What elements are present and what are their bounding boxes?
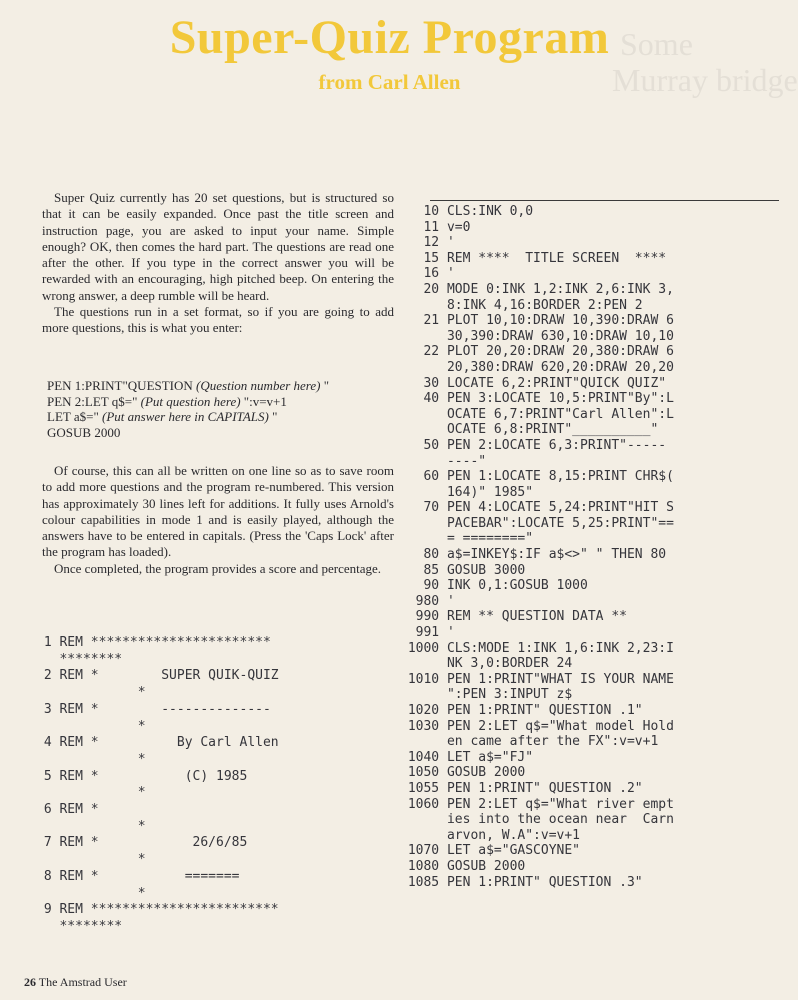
program-listing-left: [36, 635, 376, 936]
code-line: 80 a$=INKEY$:IF a$<>" " THEN 80: [400, 547, 667, 563]
code-line: PACEBAR":LOCATE 5,25:PRINT"==: [400, 515, 674, 531]
code-line: 5 REM * (C) 1985: [36, 768, 248, 784]
code-line: NK 3,0:BORDER 24: [400, 656, 573, 672]
code-line: 1000 CLS:MODE 1:INK 1,6:INK 2,23:I: [400, 640, 674, 656]
code-line: 20 MODE 0:INK 1,2:INK 2,6:INK 3,: [400, 281, 674, 297]
code-line: OCATE 6,7:PRINT"Carl Allen":L: [400, 406, 674, 422]
code-line: 1020 PEN 1:PRINT" QUESTION .1": [400, 703, 643, 718]
code-line: 164)" 1985": [400, 484, 534, 500]
page-number: 26: [24, 975, 36, 989]
code-line: 8:INK 4,16:BORDER 2:PEN 2: [400, 297, 643, 313]
intro-text: [42, 190, 394, 337]
publication-name: The Amstrad User: [38, 975, 127, 989]
code-line: 85 GOSUB 3000: [400, 562, 526, 578]
code-line: ----": [400, 453, 487, 469]
code-line: 70 PEN 4:LOCATE 5,24:PRINT"HIT S: [400, 500, 674, 516]
code-line: 1085 PEN 1:PRINT" QUESTION .3": [400, 874, 643, 890]
page-title: Super-Quiz Program: [169, 11, 610, 64]
code-line: 3 REM * --------------: [36, 701, 271, 717]
code-line: 4 REM * By Carl Allen: [36, 735, 279, 751]
code-line: 16 ': [400, 266, 455, 282]
entry-format-line: PEN 2:LET q$=" (Put question here) ":v=v+1: [47, 393, 287, 409]
page-footer: [24, 975, 127, 990]
code-line: 7 REM * 26/6/85: [36, 835, 248, 851]
code-line: OCATE 6,8:PRINT"__________": [400, 422, 659, 438]
code-line: 10 CLS:INK 0,0: [400, 204, 534, 219]
code-line: ies into the ocean near Carn: [400, 812, 674, 828]
code-line: 980 ': [400, 593, 455, 609]
entry-format-line: GOSUB 2000: [47, 424, 121, 440]
code-line: *: [36, 785, 146, 801]
outro-paragraph: Of course, this can all be written on one line so as to save room to add more questions and the program re-numbered. This version has approximately 30 lines left for additions. It fully uses Arnold's colour capabilities in mode 1 and is easily played, although the answers have to be entered in capitals. (Press the 'Caps Lock' after the program has loaded).: [42, 463, 394, 560]
code-line: en came after the FX":v=v+1: [400, 734, 659, 750]
code-line: 11 v=0: [400, 219, 471, 235]
code-line: 1050 GOSUB 2000: [400, 765, 526, 781]
code-line: 40 PEN 3:LOCATE 10,5:PRINT"By":L: [400, 391, 674, 407]
code-line: 30,390:DRAW 630,10:DRAW 10,10: [400, 328, 674, 344]
code-line: 6 REM *: [36, 802, 99, 818]
code-line: 50 PEN 2:LOCATE 6,3:PRINT"-----: [400, 437, 667, 453]
code-line: ********: [36, 918, 123, 934]
code-line: 9 REM ************************: [36, 902, 279, 918]
byline: from Carl Allen: [318, 70, 461, 94]
code-line: 1040 LET a$="FJ": [400, 749, 534, 765]
entry-format-line: LET a$=" (Put answer here in CAPITALS) ": [47, 409, 278, 425]
column-rule: [430, 200, 779, 201]
code-line: 15 REM **** TITLE SCREEN ****: [400, 250, 667, 266]
code-line: 90 INK 0,1:GOSUB 1000: [400, 578, 588, 594]
outro-text: [42, 463, 394, 577]
code-line: 1055 PEN 1:PRINT" QUESTION .2": [400, 780, 643, 796]
code-line: *: [36, 852, 146, 868]
code-line: 1 REM ***********************: [36, 635, 271, 650]
code-line: 1010 PEN 1:PRINT"WHAT IS YOUR NAME: [400, 671, 674, 687]
code-line: 8 REM * =======: [36, 868, 240, 884]
code-line: 20,380:DRAW 620,20:DRAW 20,20: [400, 359, 674, 375]
code-line: 22 PLOT 20,20:DRAW 20,380:DRAW 6: [400, 344, 674, 360]
code-line: 1080 GOSUB 2000: [400, 858, 526, 874]
code-line: *: [36, 685, 146, 701]
code-line: 991 ': [400, 625, 455, 641]
code-line: *: [36, 885, 146, 901]
code-line: 60 PEN 1:LOCATE 8,15:PRINT CHR$(: [400, 469, 674, 485]
show-through-heading: Some Murray bridge: [612, 26, 798, 98]
code-line: *: [36, 818, 146, 834]
code-line: 21 PLOT 10,10:DRAW 10,390:DRAW 6: [400, 313, 674, 329]
code-line: 30 LOCATE 6,2:PRINT"QUICK QUIZ": [400, 375, 667, 391]
entry-format-block: [47, 378, 392, 440]
code-line: *: [36, 718, 146, 734]
code-line: arvon, W.A":v=v+1: [400, 827, 581, 843]
entry-format-line: PEN 1:PRINT"QUESTION (Question number here) ": [47, 378, 330, 393]
code-line: 990 REM ** QUESTION DATA **: [400, 609, 627, 625]
code-line: ********: [36, 651, 123, 667]
code-line: ":PEN 3:INPUT z$: [400, 687, 573, 703]
program-listing-right: [400, 204, 779, 890]
code-line: 2 REM * SUPER QUIK-QUIZ: [36, 668, 279, 684]
code-line: 12 ': [400, 235, 455, 251]
code-line: *: [36, 751, 146, 767]
outro-paragraph: Once completed, the program provides a score and percentage.: [54, 560, 382, 576]
intro-paragraph: Super Quiz currently has 20 set questions, but is structured so that it can be easily expanded. Once past the title screen and instruction page, you are asked to input your name. Simple enough? OK, then comes the hard part. The questions are read one after the other. If you type in the correct answer you will be rewarded with an encouraging, high pitched beep. On entering the wrong answer, a deep rumble will be heard.: [42, 190, 394, 303]
code-line: 1070 LET a$="GASCOYNE": [400, 843, 581, 859]
intro-paragraph: The questions run in a set format, so if you are going to add more questions, this is what you enter:: [42, 304, 394, 336]
code-line: 1060 PEN 2:LET q$="What river empt: [400, 796, 674, 812]
code-line: = ========": [400, 531, 534, 547]
code-line: 1030 PEN 2:LET q$="What model Hold: [400, 718, 674, 734]
